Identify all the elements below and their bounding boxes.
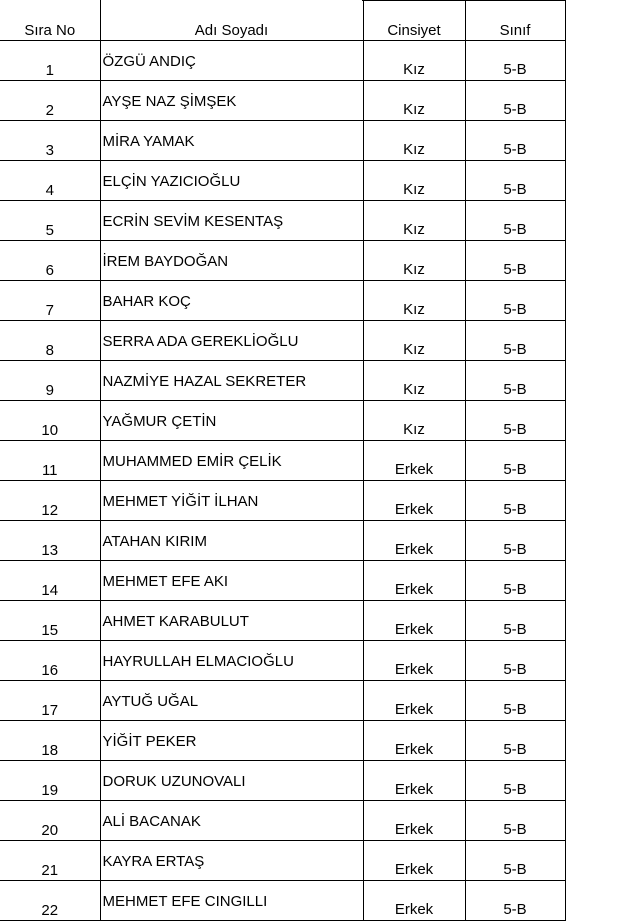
student-name-cell: BAHAR KOÇ [100, 280, 363, 320]
table-row [0, 800, 565, 840]
row-number-cell: 7 [0, 280, 100, 320]
student-name-cell: İREM BAYDOĞAN [100, 240, 363, 280]
gender-cell: Kız [363, 320, 465, 360]
row-number-cell: 21 [0, 840, 100, 880]
student-name-cell: MUHAMMED EMİR ÇELİK [100, 440, 363, 480]
class-cell: 5-B [465, 240, 565, 280]
header-row [0, 0, 565, 40]
row-number-cell: 5 [0, 200, 100, 240]
table-row [0, 40, 565, 80]
row-number-cell: 13 [0, 520, 100, 560]
row-number-cell: 12 [0, 480, 100, 520]
row-number-cell: 1 [0, 40, 100, 80]
header-row-number: Sıra No [0, 0, 100, 40]
student-name-cell: SERRA ADA GEREKLİOĞLU [100, 320, 363, 360]
row-number-cell: 17 [0, 680, 100, 720]
gender-cell: Erkek [363, 640, 465, 680]
row-number-cell: 15 [0, 600, 100, 640]
student-name-cell: ELÇİN YAZICIOĞLU [100, 160, 363, 200]
student-name-cell: ATAHAN KIRIM [100, 520, 363, 560]
table-row [0, 760, 565, 800]
student-name-cell: AYTUĞ UĞAL [100, 680, 363, 720]
student-name-cell: YİĞİT PEKER [100, 720, 363, 760]
gender-cell: Erkek [363, 680, 465, 720]
row-number-cell: 9 [0, 360, 100, 400]
table-row [0, 680, 565, 720]
row-number-cell: 2 [0, 80, 100, 120]
gender-cell: Kız [363, 200, 465, 240]
student-name-cell: ECRİN SEVİM KESENTAŞ [100, 200, 363, 240]
row-number-cell: 8 [0, 320, 100, 360]
class-cell: 5-B [465, 120, 565, 160]
roster-body [0, 40, 565, 920]
table-row [0, 840, 565, 880]
class-cell: 5-B [465, 480, 565, 520]
class-cell: 5-B [465, 560, 565, 600]
class-cell: 5-B [465, 800, 565, 840]
table-row [0, 280, 565, 320]
student-name-cell: MEHMET EFE CINGILLI [100, 880, 363, 920]
table-row [0, 880, 565, 920]
class-cell: 5-B [465, 440, 565, 480]
gender-cell: Kız [363, 160, 465, 200]
table-row [0, 160, 565, 200]
gender-cell: Erkek [363, 880, 465, 920]
table-row [0, 320, 565, 360]
class-cell: 5-B [465, 600, 565, 640]
class-cell: 5-B [465, 680, 565, 720]
gender-cell: Kız [363, 40, 465, 80]
row-number-cell: 18 [0, 720, 100, 760]
gender-cell: Erkek [363, 440, 465, 480]
student-name-cell: DORUK UZUNOVALI [100, 760, 363, 800]
table-row [0, 360, 565, 400]
row-number-cell: 11 [0, 440, 100, 480]
class-cell: 5-B [465, 360, 565, 400]
table-row [0, 600, 565, 640]
header-gender: Cinsiyet [363, 0, 465, 40]
student-name-cell: MİRA YAMAK [100, 120, 363, 160]
row-number-cell: 3 [0, 120, 100, 160]
row-number-cell: 20 [0, 800, 100, 840]
row-number-cell: 16 [0, 640, 100, 680]
gender-cell: Erkek [363, 760, 465, 800]
class-cell: 5-B [465, 720, 565, 760]
gender-cell: Kız [363, 240, 465, 280]
student-name-cell: ALİ BACANAK [100, 800, 363, 840]
table-row [0, 480, 565, 520]
row-number-cell: 22 [0, 880, 100, 920]
gender-cell: Erkek [363, 800, 465, 840]
table-row [0, 560, 565, 600]
gender-cell: Kız [363, 120, 465, 160]
class-cell: 5-B [465, 160, 565, 200]
row-number-cell: 14 [0, 560, 100, 600]
row-number-cell: 10 [0, 400, 100, 440]
table-row [0, 120, 565, 160]
class-cell: 5-B [465, 40, 565, 80]
class-cell: 5-B [465, 400, 565, 440]
class-cell: 5-B [465, 200, 565, 240]
header-class: Sınıf [465, 0, 565, 40]
table-row [0, 640, 565, 680]
gender-cell: Erkek [363, 520, 465, 560]
gender-cell: Kız [363, 400, 465, 440]
gender-cell: Erkek [363, 840, 465, 880]
student-name-cell: AYŞE NAZ ŞİMŞEK [100, 80, 363, 120]
student-name-cell: NAZMİYE HAZAL SEKRETER [100, 360, 363, 400]
table-row [0, 200, 565, 240]
gender-cell: Erkek [363, 480, 465, 520]
gender-cell: Kız [363, 80, 465, 120]
gender-cell: Erkek [363, 560, 465, 600]
table-row [0, 440, 565, 480]
row-number-cell: 19 [0, 760, 100, 800]
class-cell: 5-B [465, 80, 565, 120]
header-full-name: Adı Soyadı [100, 0, 363, 40]
class-cell: 5-B [465, 520, 565, 560]
student-name-cell: MEHMET EFE AKI [100, 560, 363, 600]
gender-cell: Erkek [363, 720, 465, 760]
table-row [0, 400, 565, 440]
class-cell: 5-B [465, 880, 565, 920]
class-cell: 5-B [465, 280, 565, 320]
gender-cell: Kız [363, 280, 465, 320]
student-name-cell: AHMET KARABULUT [100, 600, 363, 640]
gender-cell: Kız [363, 360, 465, 400]
table-row [0, 240, 565, 280]
table-row [0, 80, 565, 120]
student-name-cell: MEHMET YİĞİT İLHAN [100, 480, 363, 520]
table-row [0, 520, 565, 560]
student-name-cell: YAĞMUR ÇETİN [100, 400, 363, 440]
class-cell: 5-B [465, 840, 565, 880]
row-number-cell: 6 [0, 240, 100, 280]
class-cell: 5-B [465, 640, 565, 680]
gender-cell: Erkek [363, 600, 465, 640]
class-cell: 5-B [465, 760, 565, 800]
class-cell: 5-B [465, 320, 565, 360]
student-name-cell: ÖZGÜ ANDIÇ [100, 40, 363, 80]
table-row [0, 720, 565, 760]
student-name-cell: KAYRA ERTAŞ [100, 840, 363, 880]
row-number-cell: 4 [0, 160, 100, 200]
student-name-cell: HAYRULLAH ELMACIOĞLU [100, 640, 363, 680]
